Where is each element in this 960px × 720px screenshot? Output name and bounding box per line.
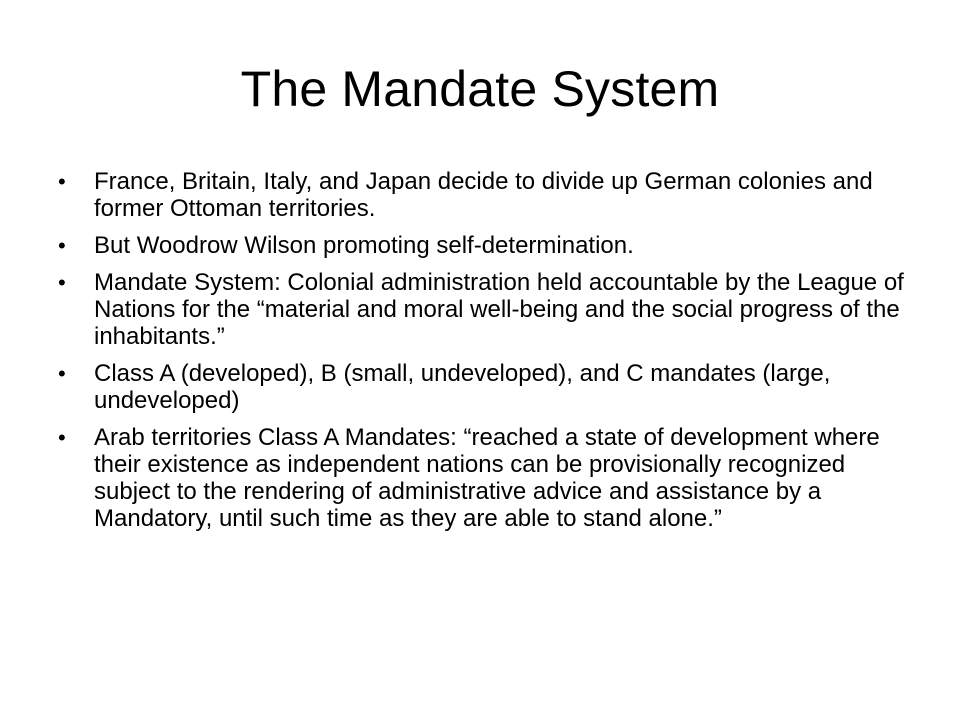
- bullet-item: [58, 168, 908, 222]
- bullet-item: [58, 360, 908, 414]
- bullet-text: Mandate System: Colonial administration held accountable by the League of Nations for the “material and moral well-being and the social progress of the inhabitants.”: [94, 269, 904, 350]
- bullet-text: But Woodrow Wilson promoting self-determination.: [94, 232, 634, 259]
- bullet-item: [58, 232, 908, 259]
- bullet-item: [58, 424, 908, 532]
- bullet-icon: •: [58, 361, 66, 386]
- bullet-icon: •: [58, 425, 66, 450]
- bullet-list: [58, 168, 908, 542]
- bullet-text: Arab territories Class A Mandates: “reached a state of development where their existence as independent nations can be provisionally recognized subject to the rendering of administrative advice and assistance by a Mandatory, until such time as they are able to stand alone.”: [94, 424, 880, 532]
- bullet-text: France, Britain, Italy, and Japan decide to divide up German colonies and former Ottoman territories.: [94, 168, 873, 222]
- slide-title: The Mandate System: [240, 61, 720, 117]
- bullet-icon: •: [58, 270, 66, 295]
- bullet-icon: •: [58, 233, 66, 258]
- bullet-item: [58, 269, 908, 350]
- bullet-text: Class A (developed), B (small, undeveloped), and C mandates (large, undeveloped): [94, 360, 831, 414]
- bullet-icon: •: [58, 169, 66, 194]
